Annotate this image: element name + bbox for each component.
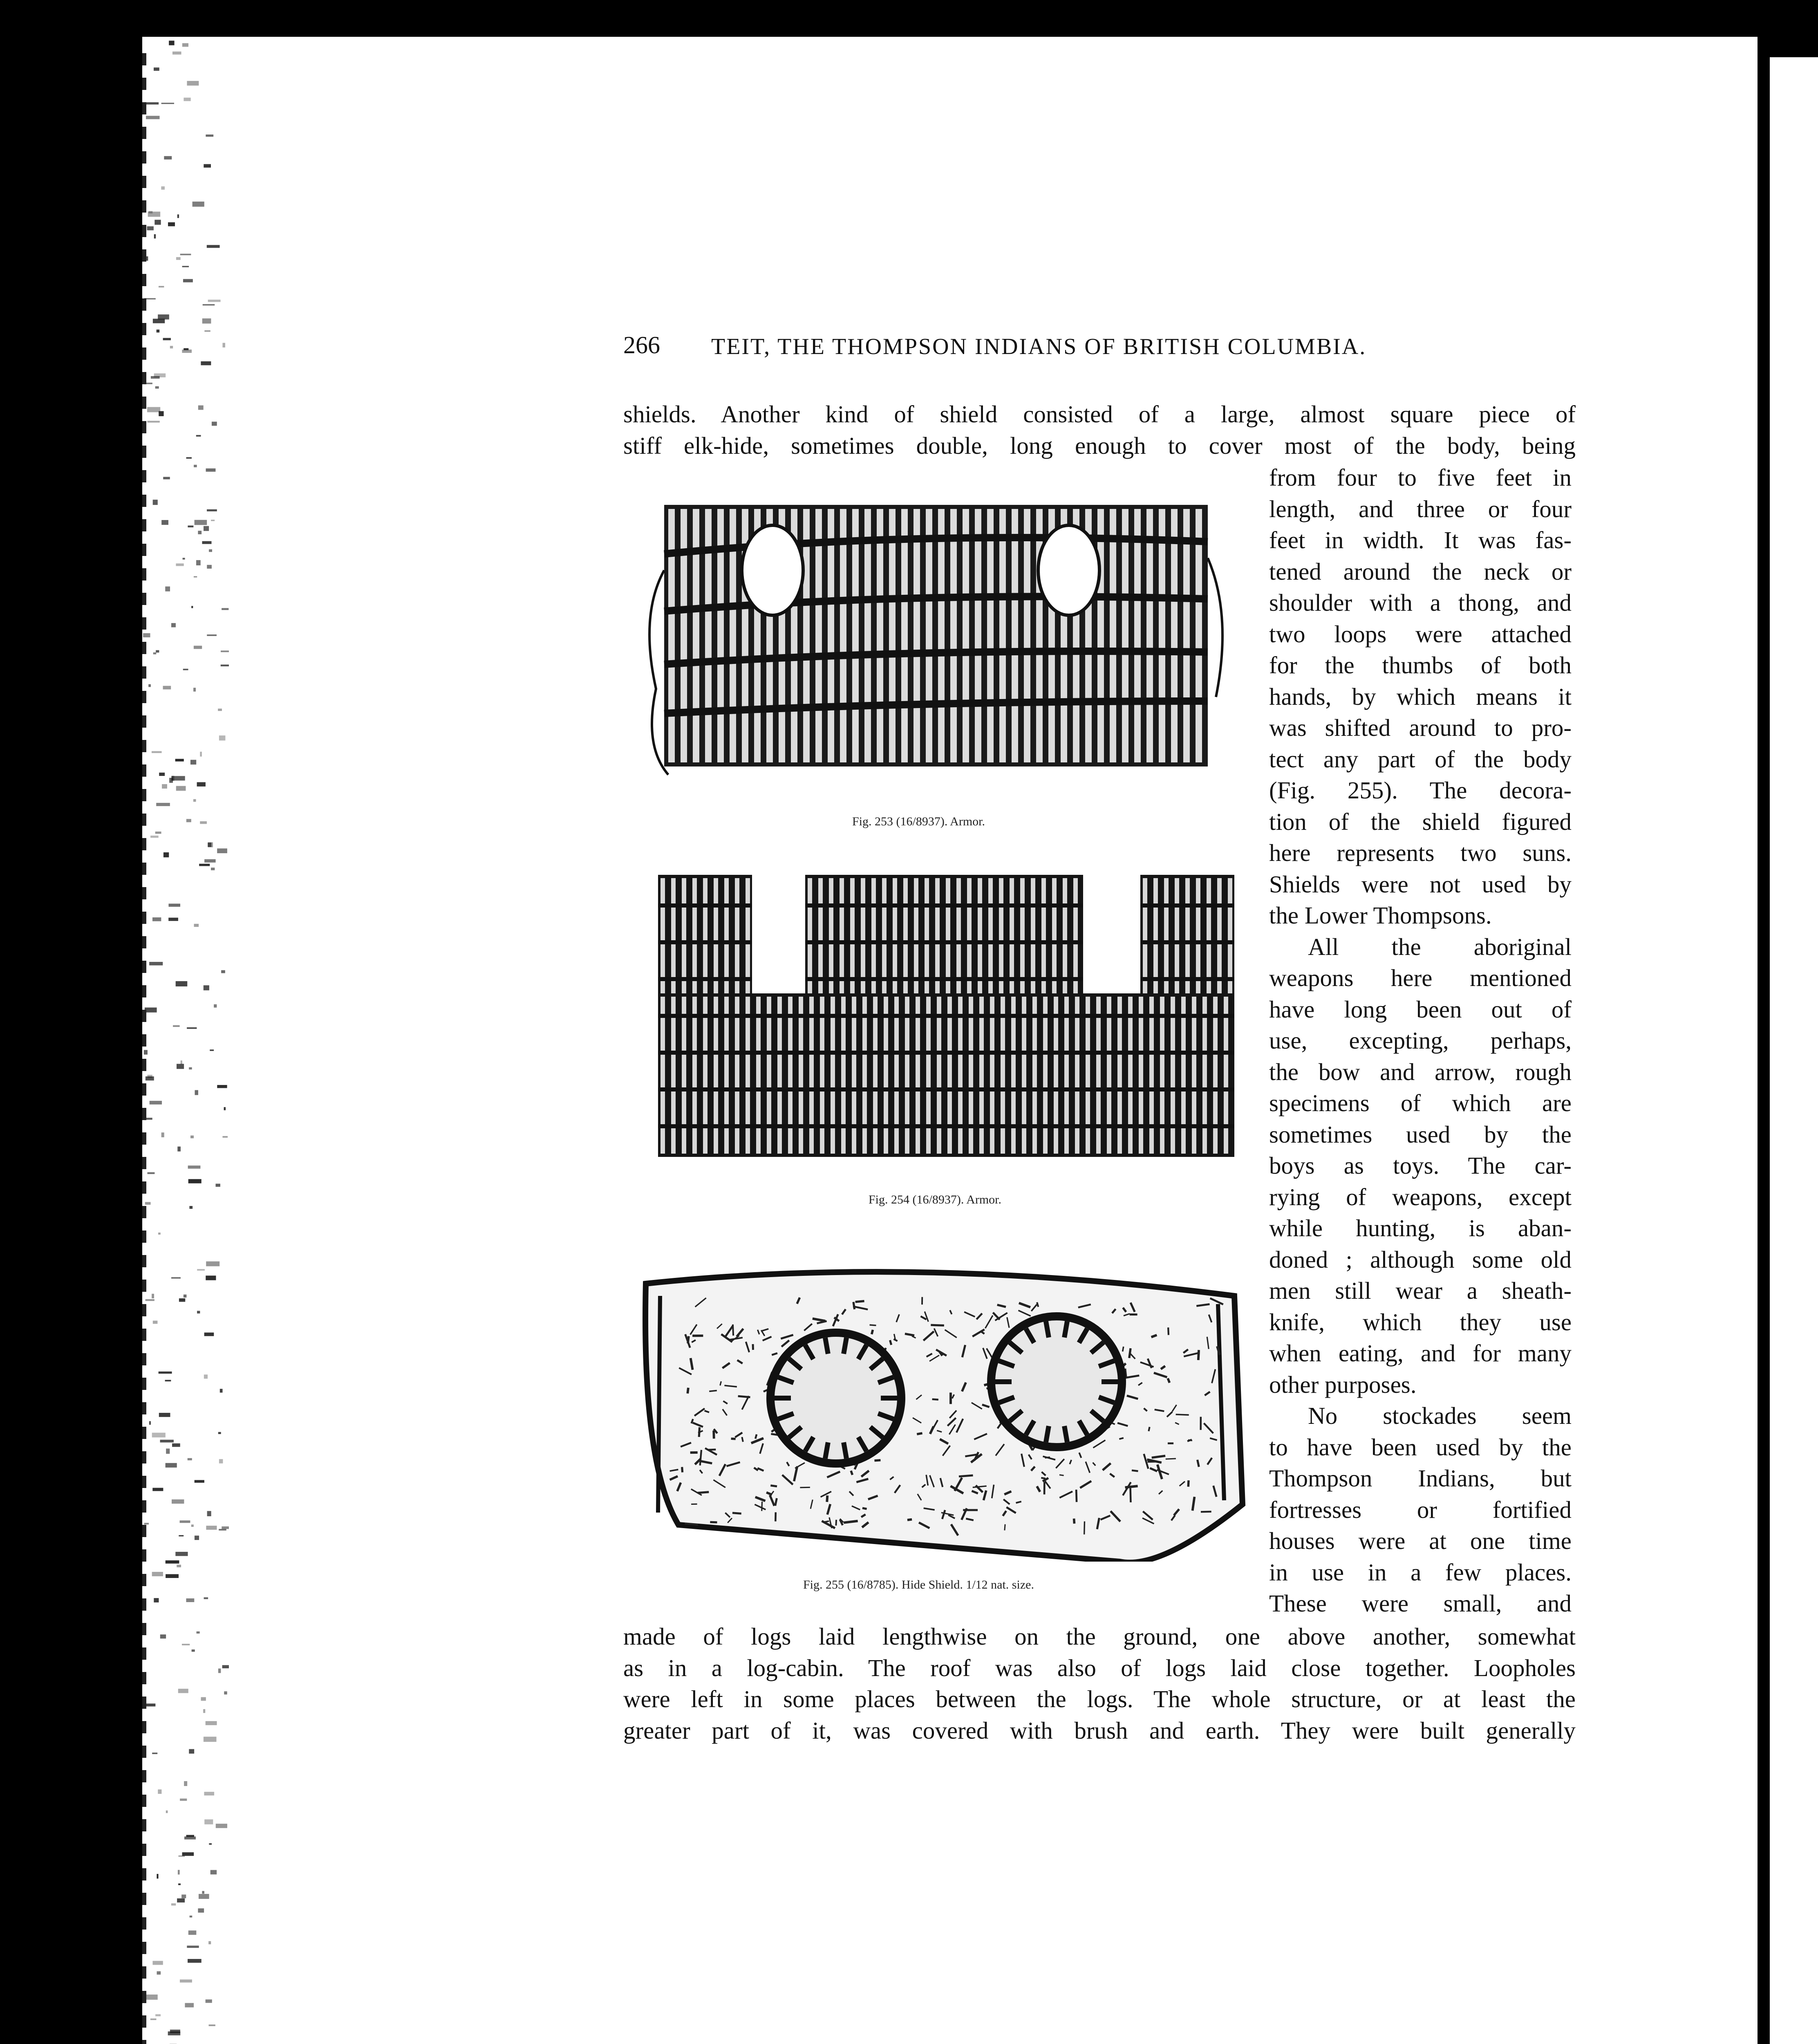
armor-slat <box>969 997 973 1154</box>
armor-slat <box>1183 509 1190 762</box>
armor-binding-row <box>658 940 1234 944</box>
text-line: in use in a few places. <box>1269 1558 1572 1586</box>
armor-slat <box>873 997 878 1154</box>
armor-binding-row <box>658 903 1234 908</box>
armor-slat <box>660 997 665 1154</box>
text-line: stiff elk-hide, sometimes double, long enough to cover most of the body, being <box>623 432 1576 459</box>
figure-253-caption: Fig. 253 (16/8937). Armor. <box>852 815 985 828</box>
text-line: was shifted around to pro- <box>1269 714 1572 741</box>
text-line: tect any part of the body <box>1269 745 1572 773</box>
armor-slat <box>831 997 835 1154</box>
text-line: the Lower Thompsons. <box>1269 902 1492 929</box>
armor-notch-left <box>752 871 805 991</box>
armor-slat <box>884 997 888 1154</box>
armor-slat <box>1224 997 1228 1154</box>
armor-slat <box>1110 509 1116 762</box>
armor-slat <box>852 509 859 762</box>
text-line: tion of the shield figured <box>1269 808 1572 835</box>
armor-slat <box>692 997 697 1154</box>
text-line: sometimes used by the <box>1269 1121 1572 1148</box>
text-line: here represents two suns. <box>1269 839 1572 866</box>
armor-slat <box>799 997 803 1154</box>
armor-slat <box>950 509 957 762</box>
armor-slat <box>682 997 686 1154</box>
armor-slat <box>852 997 856 1154</box>
figure-255-hide-shield <box>629 1259 1257 1562</box>
armor-notch-right <box>1083 871 1140 991</box>
text-line: weapons here mentioned <box>1269 964 1572 991</box>
armor-slat <box>999 509 1006 762</box>
armor-slat <box>1196 509 1202 762</box>
armor-slat <box>905 997 909 1154</box>
armor-slat <box>1012 509 1018 762</box>
armor-slat <box>1064 997 1069 1154</box>
armor-slat <box>1139 997 1143 1154</box>
binding-edge-texture <box>135 37 229 2044</box>
armor-slat <box>1128 997 1133 1154</box>
armor-slat <box>963 509 969 762</box>
armor-slat <box>1075 997 1079 1154</box>
armor-slat <box>1117 997 1122 1154</box>
armor-slat <box>1149 997 1154 1154</box>
armor-opening-right <box>1038 525 1099 615</box>
armor-slat <box>901 509 908 762</box>
armor-slat <box>1202 997 1207 1154</box>
running-head: TEIT, THE THOMPSON INDIANS OF BRITISH COLUMBIA. <box>711 334 1367 359</box>
armor-slat <box>1097 509 1104 762</box>
armor-slat <box>1024 509 1030 762</box>
armor-slat <box>746 997 750 1154</box>
armor-opening-left <box>742 525 803 615</box>
armor-slat <box>703 997 707 1154</box>
text-line: made of logs laid lengthwise on the ground, one above another, somewhat <box>623 1623 1576 1650</box>
text-line: specimens of which are <box>1269 1089 1572 1116</box>
armor-slat <box>714 997 718 1154</box>
armor-slat <box>767 997 771 1154</box>
text-line: rying of weapons, except <box>1269 1183 1572 1210</box>
text-line: feet in width. It was fas- <box>1269 527 1572 554</box>
text-line: two loops were attached <box>1269 620 1572 648</box>
text-line: boys as toys. The car- <box>1269 1152 1572 1179</box>
text-line: tened around the neck or <box>1269 558 1572 585</box>
armor-slat <box>1096 997 1101 1154</box>
armor-slat <box>916 997 920 1154</box>
armor-slat <box>671 997 676 1154</box>
armor-slat <box>862 997 867 1154</box>
armor-slat <box>820 997 824 1154</box>
figure-253-armor <box>631 493 1245 803</box>
text-line: other purposes. <box>1269 1371 1417 1398</box>
text-line: have long been out of <box>1269 995 1572 1023</box>
text-line: for the thumbs of both <box>1269 652 1572 679</box>
text-line: as in a log-cabin. The roof was also of logs laid close together. Loopholes <box>623 1654 1576 1681</box>
armor-slat <box>947 997 952 1154</box>
armor-slat <box>864 509 871 762</box>
text-line: hands, by which means it <box>1269 683 1572 710</box>
figure-254-caption: Fig. 254 (16/8937). Armor. <box>869 1193 1002 1206</box>
armor-binding-row <box>658 1124 1234 1128</box>
armor-binding-row <box>658 1087 1234 1091</box>
armor-slat <box>1001 997 1005 1154</box>
sun-ray <box>844 1442 846 1458</box>
armor-slat <box>841 997 846 1154</box>
sun-ray <box>1064 1321 1067 1337</box>
armor-binding-row <box>658 1014 1234 1018</box>
sun-ray <box>1046 1321 1049 1337</box>
page-header <box>623 331 1535 368</box>
armor-slat <box>724 997 729 1154</box>
armor-slat <box>756 997 761 1154</box>
text-line: greater part of it, was covered with brush and earth. They were built generally <box>623 1717 1576 1744</box>
text-line: men still wear a sheath- <box>1269 1277 1572 1304</box>
armor-slat <box>1159 509 1165 762</box>
text-line: use, excepting, perhaps, <box>1269 1027 1572 1054</box>
armor-slat <box>987 509 994 762</box>
sun-ray <box>825 1442 828 1458</box>
adjacent-page-edge <box>1770 57 1818 2044</box>
armor-slat <box>1043 997 1048 1154</box>
text-line: shields. Another kind of shield consisted of a large, almost square piece of <box>623 401 1576 428</box>
text-line: the bow and arrow, rough <box>1269 1058 1572 1085</box>
text-line: These were small, and <box>1269 1590 1572 1617</box>
text-line: were left in some places between the logs. The whole structure, or at least the <box>623 1685 1576 1712</box>
armor-slat <box>815 509 822 762</box>
sun-ray <box>1046 1426 1049 1442</box>
armor-slat <box>1213 997 1218 1154</box>
armor-slat <box>894 997 899 1154</box>
armor-slat <box>777 997 782 1154</box>
armor-slat <box>1160 997 1164 1154</box>
armor-slat <box>1086 997 1090 1154</box>
armor-slat <box>1022 997 1026 1154</box>
sun-ray <box>825 1338 828 1354</box>
armor-slat <box>889 509 896 762</box>
armor-slat <box>828 509 834 762</box>
text-line: to have been used by the <box>1269 1433 1572 1461</box>
text-line: doned ; although some old <box>1269 1246 1572 1273</box>
text-line: while hunting, is aban- <box>1269 1215 1572 1242</box>
text-line: (Fig. 255). The decora- <box>1269 777 1572 804</box>
armor-slat <box>1146 509 1153 762</box>
page-number: 266 <box>623 332 660 359</box>
figure-254-armor <box>654 871 1238 1165</box>
sun-ray <box>1064 1426 1067 1442</box>
text-line: All the aboriginal <box>1308 933 1572 960</box>
armor-slat <box>1011 997 1016 1154</box>
text-line: Shields were not used by <box>1269 870 1572 898</box>
armor-binding-row <box>658 1051 1234 1055</box>
armor-slat <box>1192 997 1196 1154</box>
armor-slat <box>668 509 675 762</box>
armor-slat <box>1107 997 1111 1154</box>
text-line: length, and three or four <box>1269 495 1572 522</box>
armor-slat <box>926 509 932 762</box>
armor-slat <box>975 509 981 762</box>
text-line: houses were at one time <box>1269 1527 1572 1554</box>
armor-tie-thong <box>1208 558 1222 697</box>
armor-slat <box>913 509 920 762</box>
text-line: from four to five feet in <box>1269 464 1572 491</box>
armor-slat <box>693 509 699 762</box>
armor-slat <box>1181 997 1186 1154</box>
armor-slat <box>937 997 941 1154</box>
armor-slat <box>840 509 846 762</box>
armor-slat <box>990 997 994 1154</box>
armor-slat <box>1122 509 1128 762</box>
armor-slat <box>1134 509 1141 762</box>
armor-binding-row <box>658 977 1234 981</box>
armor-slat <box>938 509 945 762</box>
armor-slat <box>735 997 739 1154</box>
armor-slat <box>958 997 963 1154</box>
armor-slat <box>1171 997 1175 1154</box>
armor-slat <box>1171 509 1178 762</box>
text-line: Thompson Indians, but <box>1269 1465 1572 1492</box>
text-line: No stockades seem <box>1308 1402 1572 1429</box>
armor-slat <box>1054 997 1058 1154</box>
armor-slat <box>926 997 931 1154</box>
sun-ray <box>844 1338 846 1354</box>
figure-255-caption: Fig. 255 (16/8785). Hide Shield. 1/12 nat. size. <box>803 1578 1034 1591</box>
text-line: shoulder with a thong, and <box>1269 589 1572 616</box>
armor-slat <box>979 997 984 1154</box>
armor-slat <box>681 509 687 762</box>
text-line: when eating, and for many <box>1269 1340 1572 1367</box>
armor-slat <box>788 997 793 1154</box>
armor-slat <box>1032 997 1037 1154</box>
text-line: fortresses or fortified <box>1269 1496 1572 1523</box>
armor-slat <box>877 509 883 762</box>
text-line: knife, which they use <box>1269 1308 1572 1336</box>
armor-slat <box>809 997 814 1154</box>
